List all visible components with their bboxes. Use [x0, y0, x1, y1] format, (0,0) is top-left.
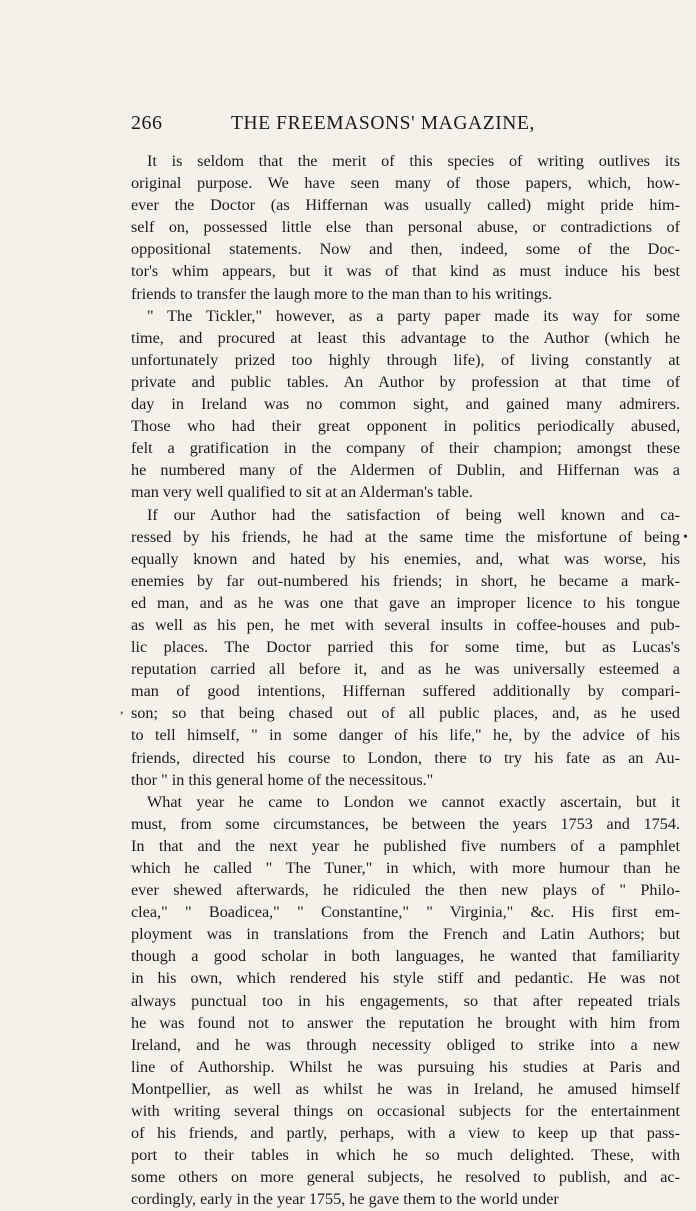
article-body [131, 150, 680, 1211]
paragraph [131, 791, 680, 1211]
text-line: to tell himself, " in some danger of his life," he, by the advice of his [131, 726, 680, 745]
text-line: son; so that being chased out of all public places, and, as he used [131, 704, 680, 723]
text-line: ed man, and as he was one that gave an improper licence to his tongue [131, 593, 680, 612]
text-line: port to their tables in which he so much delighted. These, with [131, 1146, 680, 1165]
text-line: friends to transfer the laugh more to the man than to his writings. [131, 284, 553, 303]
margin-mark: , [120, 702, 124, 717]
text-line: man very well qualified to sit at an Alderman's table. [131, 483, 473, 502]
text-line: What year he came to London we cannot exactly ascertain, but it [147, 792, 680, 811]
text-line: must, from some circumstances, be between the years 1753 and 1754. [131, 814, 680, 833]
text-line: ever the Doctor (as Hiffernan was usually called) might pride him- [131, 196, 680, 215]
text-line: reputation carried all before it, and as he was universally esteemed a [131, 660, 680, 679]
text-line: felt a gratification in the company of their champion; amongst these [131, 439, 680, 458]
text-line: he was found not to answer the reputation he brought with him from [131, 1013, 680, 1032]
text-line: which he called " The Tuner," in which, with more humour than he [131, 859, 680, 877]
text-line: of his friends, and partly, perhaps, with a view to keep up that pass- [131, 1124, 680, 1143]
text-line: Montpellier, as well as whilst he was in Ireland, he amused himself [131, 1079, 680, 1098]
text-line: In that and the next year he published five numbers of a pamphlet [131, 836, 680, 855]
text-line: time, and procured at least this advantage to the Author (which he [131, 328, 680, 347]
text-line: in his own, which rendered his style stiff and pedantic. He was not [131, 969, 680, 988]
margin-mark: • [683, 530, 688, 545]
text-line: oppositional statements. Now and then, indeed, some of the Doc- [131, 240, 680, 259]
text-line: It is seldom that the merit of this species of writing outlives its [147, 152, 680, 170]
text-line: clea," " Boadicea," " Constantine," " Virginia," &c. His first em- [131, 903, 680, 922]
text-line: Ireland, and he was through necessity obliged to strike into a new [131, 1035, 680, 1054]
text-line: equally known and hated by his enemies, and, what was worse, his [131, 549, 680, 568]
text-line: ployment was in translations from the French and Latin Authors; but [131, 925, 680, 944]
text-line: with writing several things on occasional subjects for the entertainment [131, 1102, 680, 1121]
text-line: private and public tables. An Author by profession at that time of [131, 372, 680, 391]
text-line: man of good intentions, Hiffernan suffered additionally by compari- [131, 682, 680, 701]
paragraph [131, 305, 680, 504]
text-line: day in Ireland was no common sight, and gained many admirers. [131, 395, 680, 414]
text-line: cordingly, early in the year 1755, he gave them to the world under [131, 1190, 559, 1209]
text-line: as well as his pen, he met with several insults in coffee-houses and pub- [131, 615, 680, 634]
paragraph [131, 504, 680, 791]
text-line: original purpose. We have seen many of those papers, which, how- [131, 174, 680, 193]
paragraph [131, 150, 680, 305]
text-line: line of Authorship. Whilst he was pursuing his studies at Paris and [131, 1057, 680, 1076]
text-line: unfortunately prized too highly through life), of living constantly at [131, 350, 680, 369]
text-line: he numbered many of the Aldermen of Dublin, and Hiffernan was a [131, 461, 680, 480]
text-line: some others on more general subjects, he resolved to publish, and ac- [131, 1168, 680, 1187]
page-header [131, 112, 671, 140]
page-number: 266 [131, 112, 163, 134]
text-line: friends, directed his course to London, there to try his fate as an Au- [131, 748, 680, 767]
text-line: " The Tickler," however, as a party paper made its way for some [147, 306, 680, 325]
text-line: ressed by his friends, he had at the same time the misfortune of being [131, 527, 680, 546]
text-line: lic places. The Doctor parried this for some time, but as Lucas's [131, 638, 680, 657]
text-line: self on, possessed little else than personal abuse, or contradictions of [131, 218, 680, 237]
text-line: always punctual too in his engagements, so that after repeated trials [131, 991, 680, 1010]
text-line: Those who had their great opponent in politics periodically abused, [131, 417, 680, 436]
text-line: thor " in this general home of the necessitous." [131, 770, 434, 789]
text-line: though a good scholar in both languages, he wanted that familiarity [131, 947, 680, 966]
text-line: ever shewed afterwards, he ridiculed the then new plays of " Philo- [131, 881, 680, 900]
running-title: THE FREEMASONS' MAGAZINE, [231, 113, 535, 134]
text-line: tor's whim appears, but it was of that kind as must induce his best [131, 262, 680, 281]
text-line: enemies by far out-numbered his friends; in short, he became a mark- [131, 571, 680, 590]
text-line: If our Author had the satisfaction of being well known and ca- [147, 505, 680, 524]
